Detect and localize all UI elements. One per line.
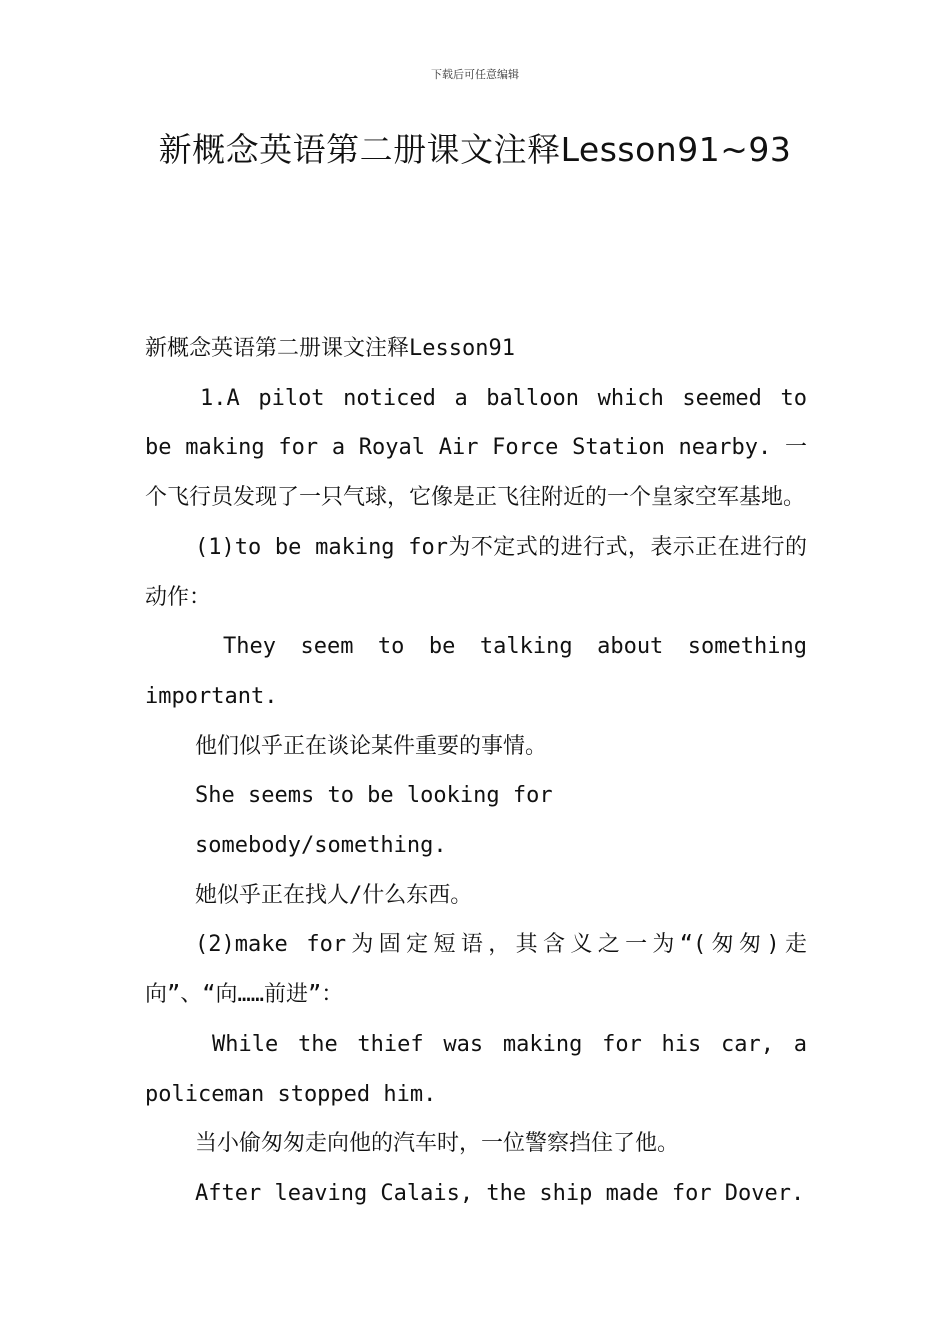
- example-translation: 他们似乎正在谈论某件重要的事情。: [195, 733, 548, 759]
- paragraph-sentence-1: 1.A pilot noticed a balloon which seemed to be making for a Royal Air Force Station nearby. 一个飞行员发现了一只气球，它像是正飞往附近的一个皇家空军基地。: [145, 385, 807, 511]
- document-body: [145, 324, 807, 1219]
- example-translation: 当小偷匆匆走向他的汽车时，一位警察挡住了他。: [195, 1131, 680, 1157]
- header-note: 下载后可任意编辑: [431, 68, 519, 81]
- example-sentence: After leaving Calais, the ship made for Dover.: [195, 1180, 805, 1206]
- paragraph-note-2: (2)make for为固定短语，其含义之一为“(匆匆)走向”、“向……前进”：: [145, 932, 807, 1008]
- paragraph-note-1: (1)to be making for为不定式的进行式，表示正在进行的动作：: [145, 534, 807, 610]
- document-title: 新概念英语第二册课文注释Lesson91~93: [158, 130, 792, 169]
- example-sentence: While the thief was making for his car, a policeman stopped him.: [145, 1031, 807, 1107]
- example-sentence: They seem to be talking about something important.: [145, 634, 807, 709]
- example-translation: 她似乎正在找人/什么东西。: [195, 882, 473, 908]
- example-sentence: She seems to be looking for somebody/something.: [195, 783, 553, 859]
- lesson-heading: 新概念英语第二册课文注释Lesson91: [145, 336, 515, 361]
